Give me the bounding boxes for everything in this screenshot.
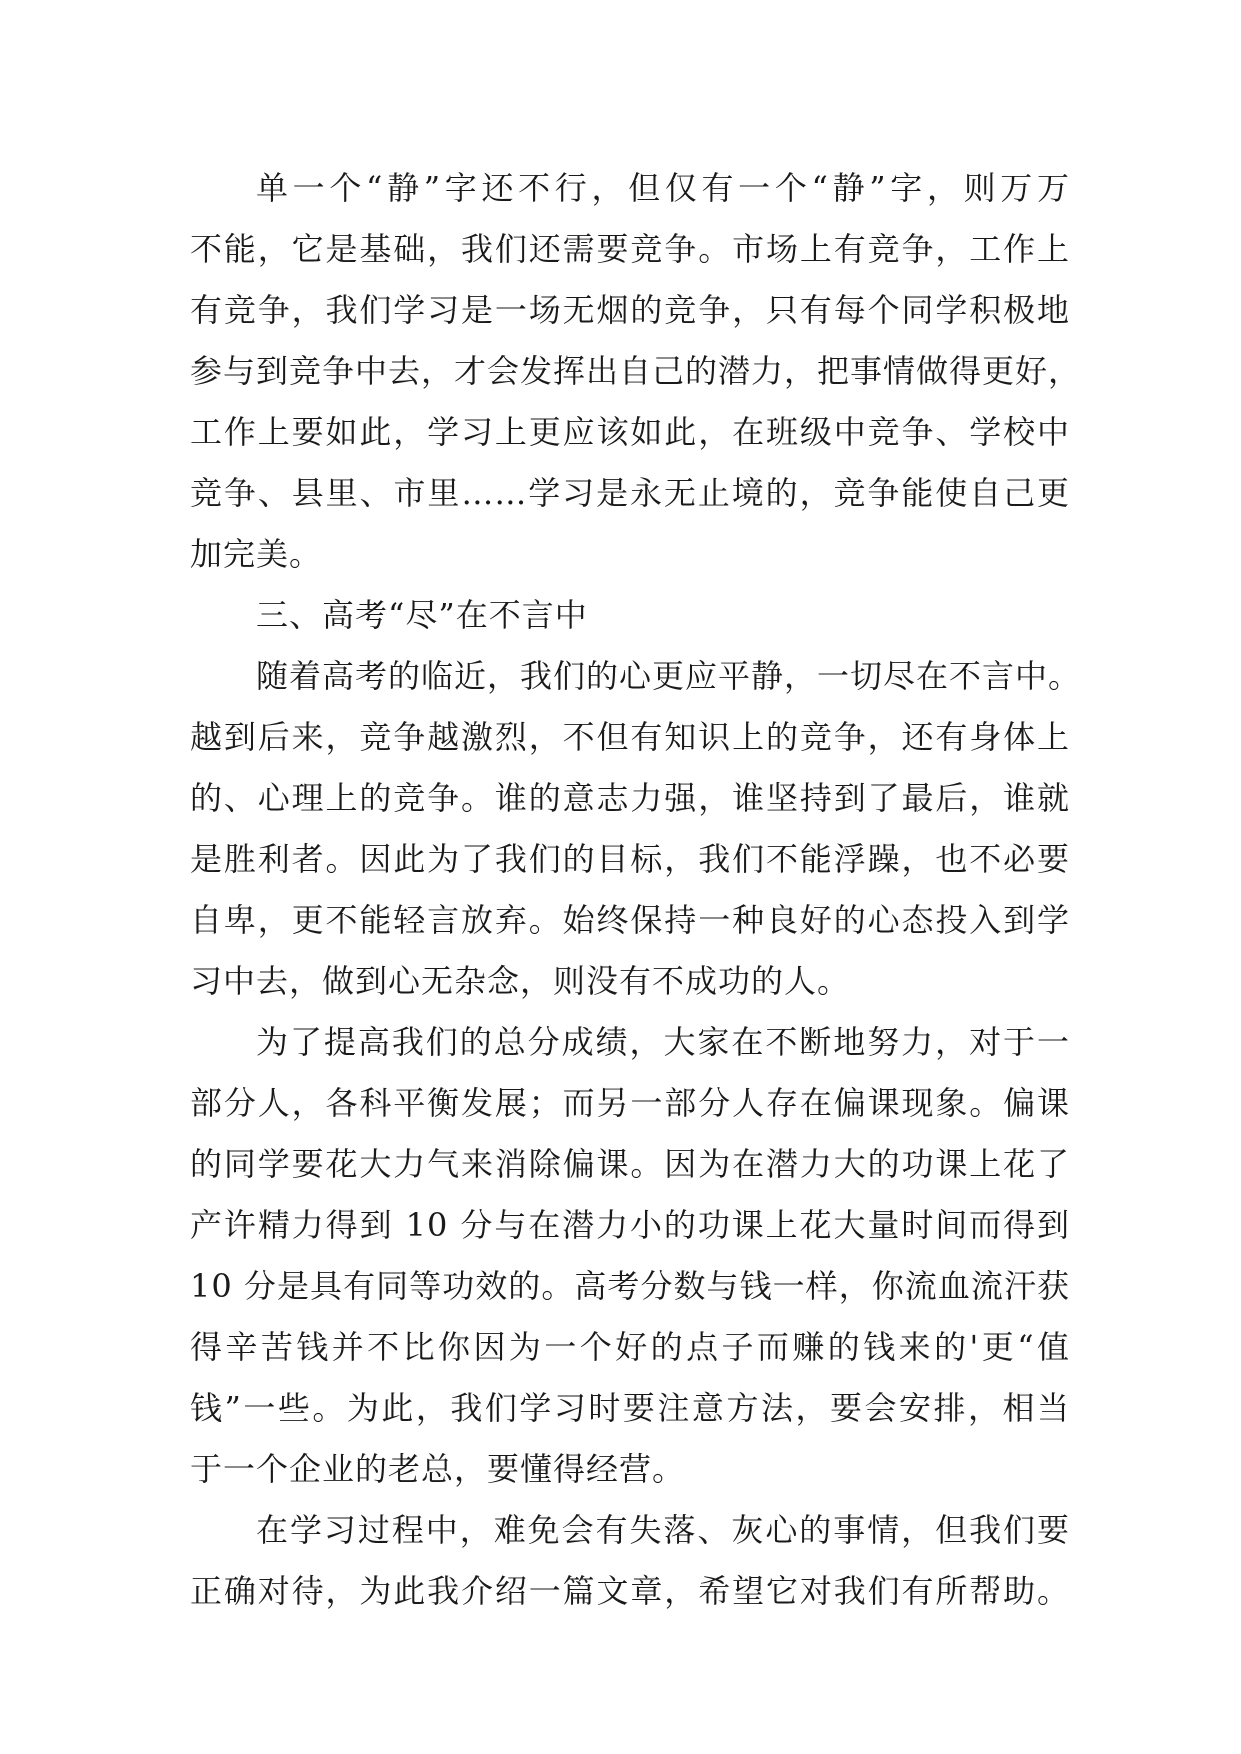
text-line: 得辛苦钱并不比你因为一个好的点子而赚的钱来的'更“值: [190, 1328, 1070, 1366]
text-line: 参与到竞争中去，才会发挥出自己的潜力，把事情做得更好，: [190, 352, 1082, 390]
text-line: 自卑，更不能轻言放弃。始终保持一种良好的心态投入到学: [190, 901, 1070, 939]
document-body: [190, 158, 1082, 1622]
text-line: 加完美。: [190, 535, 323, 573]
text-line: 钱”一些。为此，我们学习时要注意方法，要会安排，相当: [190, 1389, 1070, 1427]
text-line: 有竞争，我们学习是一场无烟的竞争，只有每个同学积极地: [190, 291, 1070, 329]
text-line: 随着高考的临近，我们的心更应平静，一切尽在不言中。: [256, 657, 1082, 695]
text-line: 竞争、县里、市里……学习是永无止境的，竞争能使自己更: [190, 474, 1070, 512]
text-line: 10 分是具有同等功效的。高考分数与钱一样，你流血流汗获: [190, 1267, 1070, 1305]
text-line: 为了提高我们的总分成绩，大家在不断地努力，对于一: [256, 1023, 1070, 1061]
text-line: 正确对待，为此我介绍一篇文章，希望它对我们有所帮助。: [190, 1572, 1070, 1610]
text-line: 工作上要如此，学习上更应该如此，在班级中竞争、学校中: [190, 413, 1070, 451]
text-line: 习中去，做到心无杂念，则没有不成功的人。: [190, 962, 851, 1000]
text-line: 产许精力得到 10 分与在潜力小的功课上花大量时间而得到: [190, 1206, 1070, 1244]
text-line: 在学习过程中，难免会有失落、灰心的事情，但我们要: [256, 1511, 1070, 1549]
text-line: 单一个“静”字还不行，但仅有一个“静”字，则万万: [256, 169, 1070, 207]
text-line: 部分人，各科平衡发展；而另一部分人存在偏课现象。偏课: [190, 1084, 1070, 1122]
text-line: 越到后来，竞争越激烈，不但有知识上的竞争，还有身体上: [190, 718, 1070, 756]
text-line: 是胜利者。因此为了我们的目标，我们不能浮躁，也不必要: [190, 840, 1070, 878]
text-line: 三、高考“尽”在不言中: [256, 596, 588, 634]
text-line: 不能，它是基础，我们还需要竞争。市场上有竞争，工作上: [190, 230, 1070, 268]
text-line: 的同学要花大力气来消除偏课。因为在潜力大的功课上花了: [190, 1145, 1070, 1183]
text-line: 的、心理上的竞争。谁的意志力强，谁坚持到了最后，谁就: [190, 779, 1070, 817]
text-line: 于一个企业的老总，要懂得经营。: [190, 1450, 686, 1488]
